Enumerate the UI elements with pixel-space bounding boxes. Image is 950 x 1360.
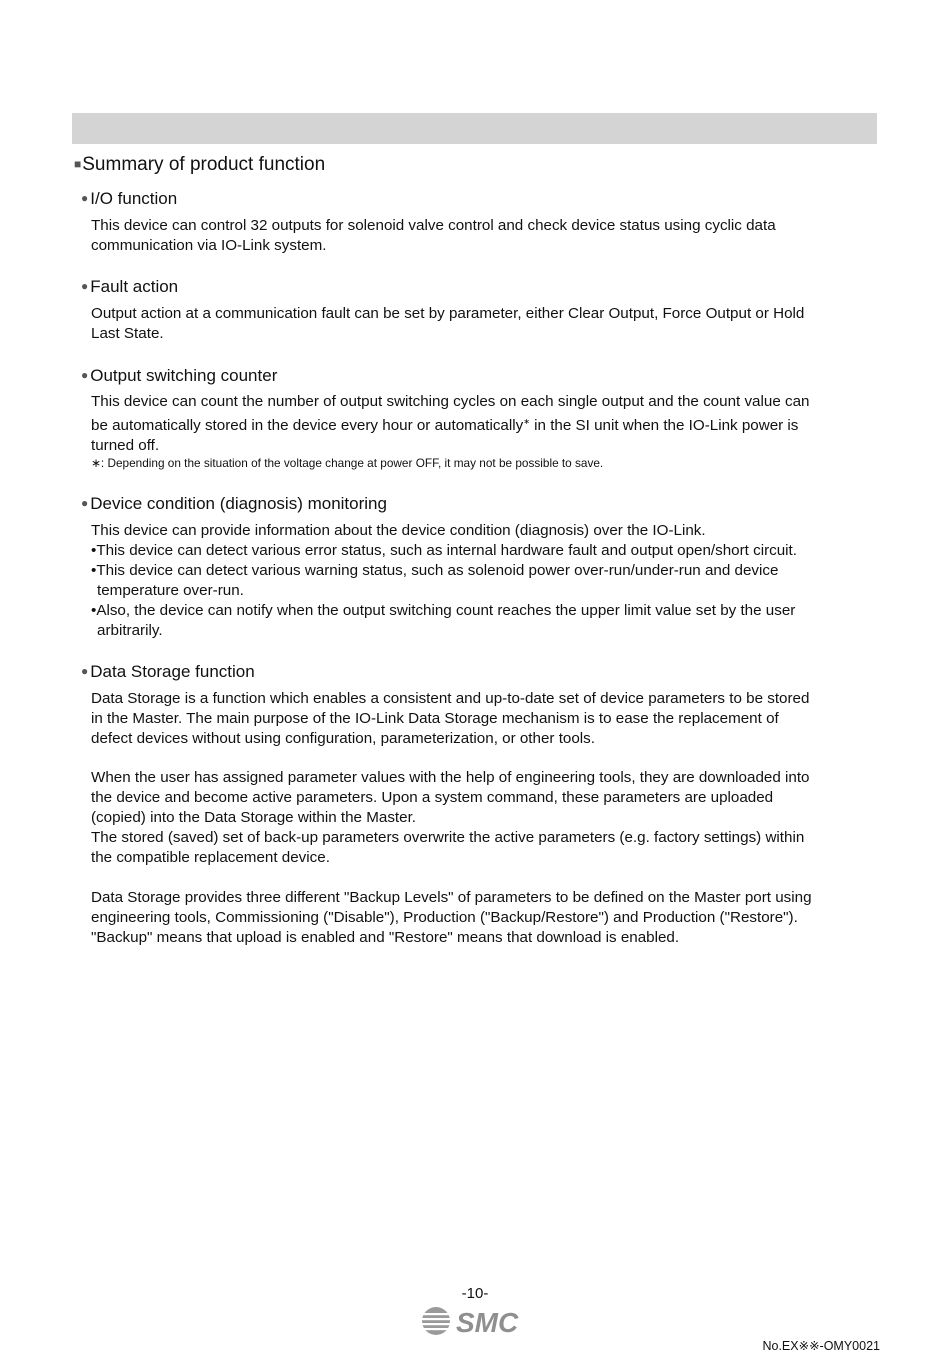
section-body-data-storage-1: Data Storage is a function which enables a consistent and up-to-date set of device parameters to be stored in the Master. The main purpose of the IO-Link Data Storage mechanism is to ease the replacement of defect devices without using configuration, parameterization, or other tools. [91,690,810,747]
smc-logo [420,1303,530,1339]
bullet-icon: ● [81,279,89,293]
section-body-io-function: This device can control 32 outputs for solenoid valve control and check device status using cyclic data communication via IO-Link system. [91,217,776,254]
header-bar [72,113,877,144]
footnote-text: ∗: Depending on the situation of the voltage change at power OFF, it may not be possible to save. [91,456,604,470]
section-title-device-condition: ● Device condition (diagnosis) monitoring [81,494,387,513]
section-body-data-storage-2: When the user has assigned parameter values with the help of engineering tools, they are downloaded into the device and become active parameters. Upon a system command, these parameters are uploaded (copied) into the Data Storage within the Master. The stored (saved) set of back-up parameters overwrite the active parameters (e.g. factory settings) within the compatible replacement device. [91,769,810,866]
section-title-fault-action: ● Fault action [81,277,179,296]
section-body-data-storage-3: Data Storage provides three different "Backup Levels" of parameters to be defined on the Master port using engineering tools, Commissioning ("Disable"), Production ("Backup/Restore") and Production ("Restore"). "Backup" means that upload is enabled and "Restore" means that download is enabled. [91,889,812,946]
square-bullet-icon: ■ [74,157,82,171]
section-body-output-switching-counter: This device can count the number of output switching cycles on each single output and the count value can be automatically stored in the device every hour or automatically∗ in the SI unit when the IO-Link power is turned off. [91,393,810,455]
footnote-mark: ∗ [523,417,530,426]
smc-logo-text: SMC [456,1307,519,1338]
section-title-output-switching-counter: ● Output switching counter [81,366,278,385]
bullet-icon: ● [81,191,89,205]
bullet-icon: ● [81,368,89,382]
smc-logo-mark-icon [422,1307,450,1335]
main-heading [74,153,325,178]
bullet-icon: ● [81,664,89,678]
bullet-icon: ● [81,496,89,510]
section-body-fault-action: Output action at a communication fault can be set by parameter, either Clear Output, Force Output or Hold Last State. [91,305,805,342]
document-number: No.EX※※-OMY0021 [762,1339,880,1353]
section-title-data-storage: ● Data Storage function [81,662,255,681]
section-body-device-condition: This device can provide information about the device condition (diagnosis) over the IO-Link. •This device can detect various error status, such as internal hardware fault and output open/short circuit. •This device can detect various warning status, such as solenoid power over-run/under-run and device temperature over-run. •Also, the device can notify when the output switching count reaches the upper limit value set by the user arbitrarily. [91,522,797,639]
main-heading-text: Summary of product function [82,154,326,175]
page-number: -10- [461,1285,489,1302]
section-title-io-function: ● I/O function [81,189,178,208]
